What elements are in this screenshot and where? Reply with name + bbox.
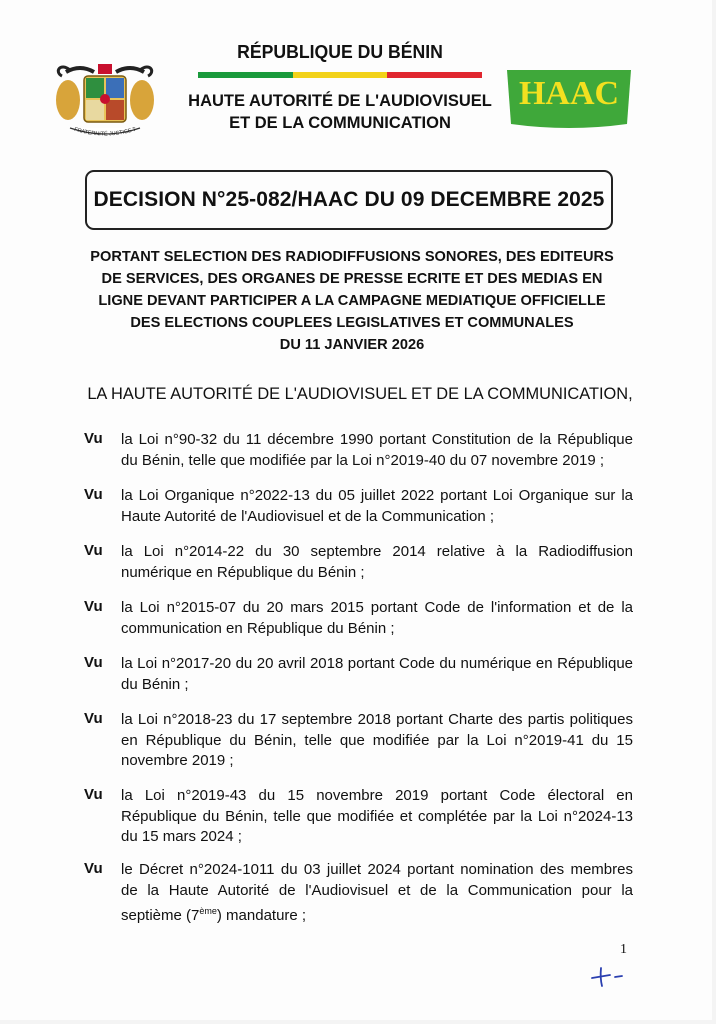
vu-label: Vu [84, 654, 103, 671]
vu-text [121, 486, 633, 527]
decision-subject [70, 246, 634, 356]
vu-label: Vu [84, 860, 103, 877]
benin-coat-of-arms [50, 58, 160, 140]
country-name: RÉPUBLIQUE DU BÉNIN [237, 42, 443, 62]
vu-text [121, 542, 633, 583]
vu-text-line: Haute Autorité de l'Audiovisuel et de la Communication ; [121, 507, 495, 525]
vu-text-line: du Bénin, telle que modifiée par la Loi n°2019-40 du 07 novembre 2019 ; [121, 451, 605, 469]
tail-after: ) mandature ; [216, 907, 307, 924]
vu-text [121, 710, 633, 772]
vu-text-line [121, 901, 633, 927]
vu-text-line: du Bénin ; [121, 675, 189, 693]
vu-text [121, 430, 633, 471]
vu-text-line: la Loi n°2019-43 du 15 novembre 2019 portant Code électoral en [121, 787, 633, 804]
vu-text [121, 654, 633, 695]
subject-line: PORTANT SELECTION DES RADIODIFFUSIONS SONORES, DES EDITEURS [90, 249, 614, 265]
tail-before: septième (7 [121, 907, 200, 924]
vu-text-line: le Décret n°2024-1011 du 03 juillet 2024 portant nomination des membres [121, 861, 633, 878]
vu-label: Vu [84, 486, 103, 503]
institution-name [170, 90, 510, 134]
handwritten-initials [588, 962, 628, 992]
authority-heading: LA HAUTE AUTORITÉ DE L'AUDIOVISUEL ET DE LA COMMUNICATION, [87, 385, 633, 403]
vu-label: Vu [84, 430, 103, 447]
decision-title: DECISION N°25-082/HAAC DU 09 DECEMBRE 2025 [85, 170, 613, 230]
vu-label: Vu [84, 598, 103, 615]
vu-text-line: la Loi n°2014-22 du 30 septembre 2014 relative à la Radiodiffusion [121, 543, 633, 560]
vu-text [121, 860, 633, 927]
vu-text-line: en République du Bénin, telle que modifiée par la Loi n°2019-41 du 15 [121, 731, 633, 749]
vu-text-line: la Loi n°90-32 du 11 décembre 1990 portant Constitution de la République [121, 431, 633, 448]
vu-label: Vu [84, 542, 103, 559]
vu-text-line: du 15 mars 2024 ; [121, 828, 242, 845]
vu-text [121, 786, 633, 848]
subject-line: LIGNE DEVANT PARTICIPER A LA CAMPAGNE MEDIATIQUE OFFICIELLE [98, 293, 606, 309]
vu-text-line: communication en République du Bénin ; [121, 619, 395, 637]
subject-line: DES ELECTIONS COUPLEES LEGISLATIVES ET COMMUNALES [130, 315, 574, 331]
vu-label: Vu [84, 710, 103, 727]
page-number: 1 [620, 942, 627, 957]
coat-motto: FRATERNITÉ JUSTICE T [73, 126, 138, 138]
vu-text-line: numérique en République du Bénin ; [121, 563, 365, 581]
subject-line: DU 11 JANVIER 2026 [279, 337, 425, 353]
subject-line: DE SERVICES, DES ORGANES DE PRESSE ECRITE ET DES MEDIAS EN [101, 271, 603, 287]
haac-logo [505, 66, 633, 128]
vu-label: Vu [84, 786, 103, 803]
haac-logo-text: HAAC [518, 75, 620, 112]
tail-superscript: ème [199, 906, 217, 916]
vu-text-line: République du Bénin, telle que modifiée et complétée par la Loi n°2024-13 [121, 807, 633, 825]
vu-text-line: novembre 2019 ; [121, 752, 234, 769]
vu-text-line: de la Haute Autorité de l'Audiovisuel et de la Communication pour la [121, 881, 633, 899]
flag-stripe [198, 72, 482, 78]
institution-line-1: HAUTE AUTORITÉ DE L'AUDIOVISUEL [188, 92, 492, 110]
vu-text [121, 598, 633, 639]
vu-text-line: la Loi Organique n°2022-13 du 05 juillet 2022 portant Loi Organique sur la [121, 487, 633, 504]
institution-line-2: ET DE LA COMMUNICATION [229, 114, 451, 132]
vu-text-line: la Loi n°2017-20 du 20 avril 2018 portant Code du numérique en République [121, 655, 633, 672]
vu-text-line: la Loi n°2015-07 du 20 mars 2015 portant Code de l'information et de la [121, 599, 633, 616]
vu-text-line: la Loi n°2018-23 du 17 septembre 2018 portant Charte des partis politiques [121, 711, 633, 728]
